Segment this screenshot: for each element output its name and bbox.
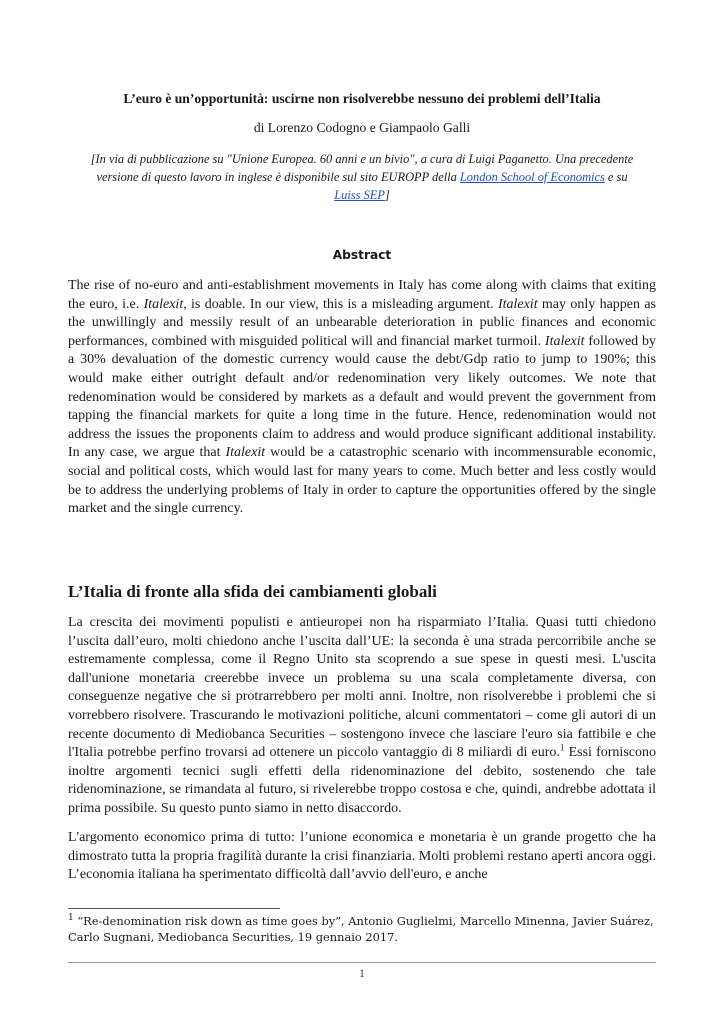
footer-rule bbox=[68, 962, 656, 963]
lse-link[interactable]: London School of Economics bbox=[459, 170, 605, 184]
body-paragraph-2: L'argomento economico prima di tutto: l’unione economica e monetaria è un grande progetto che ha dimostrato tutta la propria fragilità durante la crisi finanziaria. Molti problemi restano aperti ancora oggi. L’economia italiana ha sperimentato difficoltà dall’avvio dell'euro, e anche bbox=[68, 830, 656, 883]
abstract-text-5: would be a catastrophic scenario with incommensurable economic, social and political costs, which would last for many years to come. Much better and less costly would be to address the underlying problems of Italy in order to capture the opportunities offered by the single market and the single currency. bbox=[68, 445, 656, 517]
paragraph-1-text-a: La crescita dei movimenti populisti e antieuropei non ha risparmiato l’Italia. Quasi tutti chiedono l’uscita dall’euro, molti chiedono anche l’uscita dall’UE: la seconda è una strada percorribile anche se estremamente complessa, come il Regno Unito sta scoprendo a sue spese in questi mesi. L'uscita dall'unione monetaria creerebbe invece un problema su una scala completamente diversa, con conseguenze negative che si protrarrebbero per molti anni. Inoltre, non risolverebbe i problemi che si vorrebbero risolvere. Trascurando le motivazioni politiche, alcuni commentatori – come gli autori di un recente documento di Mediobanca Securities – sostengono invece che lasciare l'euro sia fattibile e che l'Italia potrebbe perfino trovarsi ad ottenere un piccolo vantaggio di 8 miliardi di euro. bbox=[68, 615, 656, 761]
section-heading: L’Italia di fronte alla sfida dei cambiamenti globali bbox=[68, 582, 437, 601]
abstract-text-1: The rise of no-euro and anti-establishment movements in Italy has come along with claims that exiting the euro, i.e. bbox=[68, 278, 656, 312]
abstract-text-4: followed by a 30% devaluation of the domestic currency would cause the debt/Gdp ratio to jump to 190%; this would make either outright default and/or redenomination very likely outcomes. We note that redenomination would be considered by markets as a default and would prevent the government from tapping the financial markets for quite a long time in the future. Hence, redenomination would not address the issues the proponents claim to address and would produce significant additional instability. In any case, we argue that bbox=[68, 333, 656, 461]
note-suffix: ] bbox=[384, 188, 390, 202]
page-number: 1 bbox=[359, 966, 365, 980]
abstract-text-2: , is doable. In our view, this is a misleading argument. bbox=[183, 296, 498, 312]
authors-line: di Lorenzo Codogno e Giampaolo Galli bbox=[253, 120, 471, 135]
note-middle: e su bbox=[604, 170, 628, 184]
footnote-marker: 1 bbox=[68, 913, 74, 924]
paragraph-1-text-b: Essi forniscono inoltre argomenti tecnici sugli effetti della ridenominazione del debito, sostenendo che tale ridenominazione, se rimandata al futuro, si rivelerebbe troppo costosa e che, quindi, andrebbe adottata il prima possibile. Su questo punto siamo in netto disaccordo. bbox=[68, 745, 656, 816]
abstract-paragraph bbox=[68, 277, 656, 519]
footnote-reference[interactable]: 1 bbox=[559, 742, 565, 753]
abstract-text-3: may only happen as the unwillingly and messily result of an unbearable deterioration in public finances and economic performances, combined with misguided political will and financial market turmoil. bbox=[68, 296, 656, 349]
note-prefix: [In via di pubblicazione su "Unione Europea. 60 anni e un bivio", a cura di Luigi Paganetto. Una precedente versione di questo lavoro in inglese è disponibile sul sito EUROPP della bbox=[90, 152, 634, 184]
footnote bbox=[68, 914, 656, 945]
luiss-sep-link[interactable]: Luiss SEP bbox=[334, 188, 385, 202]
footnote-separator bbox=[68, 908, 280, 909]
body-paragraph-1 bbox=[68, 614, 656, 819]
document-title: L’euro è un’opportunità: uscirne non risolverebbe nessuno dei problemi dell’Italia bbox=[123, 91, 601, 106]
italexit-term: Italexit bbox=[143, 296, 184, 312]
footnote-text: “Re-denomination risk down as time goes by”, Antonio Guglielmi, Marcello Minenna, Javier Suárez, Carlo Sugnani, Mediobanca Securities, 19 gennaio 2017. bbox=[68, 914, 654, 944]
abstract-heading: Abstract bbox=[332, 248, 392, 262]
publication-note bbox=[82, 150, 642, 204]
italexit-term: Italexit bbox=[497, 296, 538, 312]
italexit-term: Italexit bbox=[225, 445, 266, 461]
italexit-term: Italexit bbox=[544, 333, 585, 349]
